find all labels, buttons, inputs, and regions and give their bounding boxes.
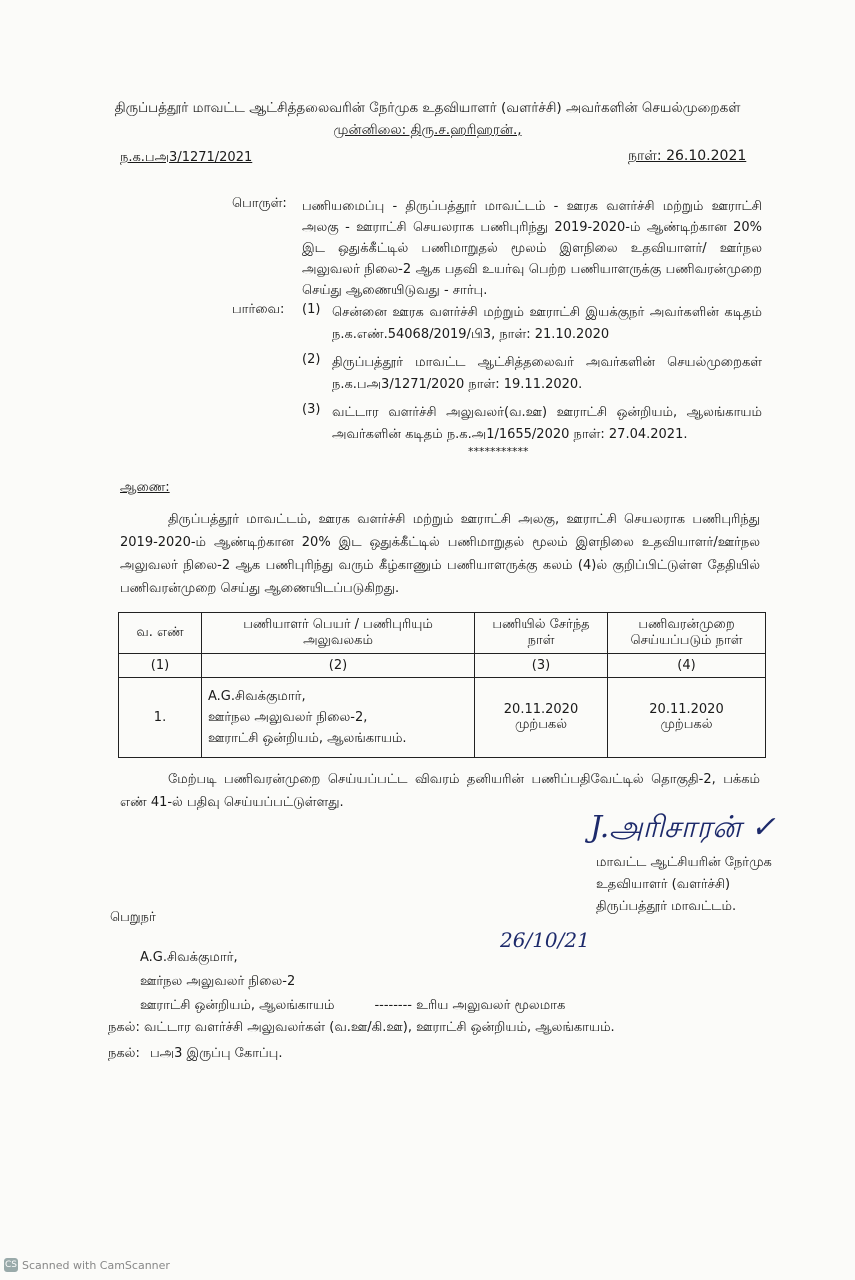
copy-label: நகல்:	[108, 1046, 140, 1061]
presence-line: முன்னிலை: திரு.ச.ஹரிஹரன்.,	[333, 122, 522, 138]
recipient-post: ஊர்நல அலுவலர் நிலை-2	[140, 974, 296, 989]
header-sno: வ. எண்	[119, 613, 202, 654]
cell-regularisation-date	[608, 678, 766, 758]
signatory-line: உதவியாளர் (வளர்ச்சி)	[596, 877, 731, 892]
regularisation-session: முற்பகல்	[660, 717, 713, 732]
reference-number-1: (1)	[302, 302, 321, 317]
recipient-label: பெறுநர்	[110, 910, 156, 925]
signature-block	[596, 852, 772, 918]
recipient-block	[140, 946, 565, 1018]
cell-sno: 1.	[119, 678, 202, 758]
employee-office: ஊராட்சி ஒன்றியம், ஆலங்காயம்.	[208, 731, 407, 746]
reference-item: வட்டார வளர்ச்சி அலுவலர்(வ.ஊ) ஊராட்சி ஒன்றியம், ஆலங்காயம் அவர்களின் கடிதம் ந.க.அ1/1655/2020 நாள்: 27.04.2021.	[332, 405, 762, 442]
regularisation-table	[118, 612, 766, 758]
header-join-date: பணியில் சேர்ந்த நாள்	[475, 613, 608, 654]
signatory-line: திருப்பத்தூர் மாவட்டம்.	[596, 899, 737, 914]
handwritten-initial-stamp: 26/10/21	[500, 928, 590, 952]
order-body: திருப்பத்தூர் மாவட்டம், ஊரக வளர்ச்சி மற்றும் ஊராட்சி அலகு, ஊராட்சி செயலராக பணிபுரிந்து 2019-2020-ம் ஆண்டிற்கான 20% இட ஒதுக்கீட்டில் பணிமாறுதல் மூலம் இளநிலை உதவியாளர்/ஊர்நல அலுவலர் நிலை-2 ஆக பணிபுரிந்து வரும் கீழ்காணும் பணியாளருக்கு கலம் (4)ல் குறிப்பிட்டுள்ள தேதியில் பணிவரன்முறை செய்து ஆணையிடப்படுகிறது.	[120, 512, 760, 596]
copy-text: வட்டார வளர்ச்சி அலுவலர்கள் (வ.ஊ/கி.ஊ), ஊராட்சி ஒன்றியம், ஆலங்காயம்.	[143, 1020, 615, 1035]
col-number: (2)	[202, 654, 475, 678]
subject-label: பொருள்:	[232, 196, 287, 211]
camscanner-logo-icon: CS	[5, 1260, 17, 1270]
recipient-name: A.G.சிவக்குமார்,	[140, 950, 238, 965]
reference-number-2: (2)	[302, 352, 321, 367]
copy-label: நகல்:	[108, 1020, 140, 1035]
recipient-office: ஊராட்சி ஒன்றியம், ஆலங்காயம்	[140, 998, 335, 1013]
join-date: 20.11.2020	[503, 702, 579, 717]
cell-join-date	[475, 678, 608, 758]
order-heading: ஆணை:	[120, 480, 170, 495]
col-number: (1)	[119, 654, 202, 678]
join-session: முற்பகல்	[514, 717, 568, 732]
subject-text: பணியமைப்பு - திருப்பத்தூர் மாவட்டம் - ஊரக வளர்ச்சி மற்றும் ஊராட்சி அலகு - ஊராட்சி செயலராக பணிபுரிந்து 2019-2020-ம் ஆண்டிற்கான 20% இட ஒதுக்கீட்டில் பணிமாறுதல் மூலம் இளநிலை உதவியாளர்/ ஊர்நல அலுவலர் நிலை-2 ஆக பதவி உயர்வு பெற்ற பணியாளருக்கு பணிவரன்முறை செய்து ஆணையிடுவது - சார்பு.	[302, 199, 762, 298]
document-date: நாள்: 26.10.2021	[628, 148, 747, 164]
separator: ***********	[468, 445, 529, 458]
registry-note: மேற்படி பணிவரன்முறை செய்யப்பட்ட விவரம் தனியரின் பணிப்பதிவேட்டில் தொகுதி-2, பக்கம் எண் 41-ல் பதிவு செய்யப்பட்டுள்ளது.	[120, 772, 760, 810]
references-label: பார்வை:	[232, 302, 285, 317]
table-row	[119, 678, 766, 758]
cell-name-office	[202, 678, 475, 758]
reference-item: திருப்பத்தூர் மாவட்ட ஆட்சித்தலைவர் அவர்களின் செயல்முறைகள் ந.க.பஅ3/1271/2020 நாள்: 19.11.2020.	[332, 355, 762, 392]
copy-line-2	[108, 1046, 282, 1062]
column-number-row	[119, 654, 766, 678]
references-section	[232, 302, 762, 446]
scanner-watermark	[4, 1258, 170, 1272]
copy-line-1	[108, 1020, 615, 1036]
header-regularisation-date: பணிவரன்முறை செய்யப்படும் நாள்	[608, 613, 766, 654]
reference-item: சென்னை ஊரக வளர்ச்சி மற்றும் ஊராட்சி இயக்குநர் அவர்களின் கடிதம் ந.க.எண்.54068/2019/பி3, நாள்: 21.10.2020	[332, 305, 762, 342]
employee-name: A.G.சிவக்குமார்,	[208, 689, 306, 704]
reference-number-3: (3)	[302, 402, 321, 417]
recipient-via: -------- உரிய அலுவலர் மூலமாக	[374, 998, 566, 1013]
copy-text: பஅ3 இருப்பு கோப்பு.	[149, 1046, 283, 1061]
table-header-row	[119, 613, 766, 654]
handwritten-signature: J.அரிசாரன் ✓	[590, 810, 776, 845]
regularisation-date: 20.11.2020	[649, 702, 724, 717]
employee-post: ஊர்நல அலுவலர் நிலை-2,	[208, 710, 368, 725]
col-number: (4)	[608, 654, 766, 678]
document-title: திருப்பத்தூர் மாவட்ட ஆட்சித்தலைவரின் நேர்முக உதவியாளர் (வளர்ச்சி) அவர்களின் செயல்முறைகள்	[114, 100, 741, 116]
col-number: (3)	[475, 654, 608, 678]
reference-number: ந.க.பஅ3/1271/2021	[120, 150, 253, 165]
header-name-office: பணியாளர் பெயர் / பணிபுரியும் அலுவலகம்	[202, 613, 475, 654]
signatory-line: மாவட்ட ஆட்சியரின் நேர்முக	[596, 855, 772, 870]
subject-section	[232, 196, 762, 301]
scanner-text: Scanned with CamScanner	[22, 1258, 170, 1272]
